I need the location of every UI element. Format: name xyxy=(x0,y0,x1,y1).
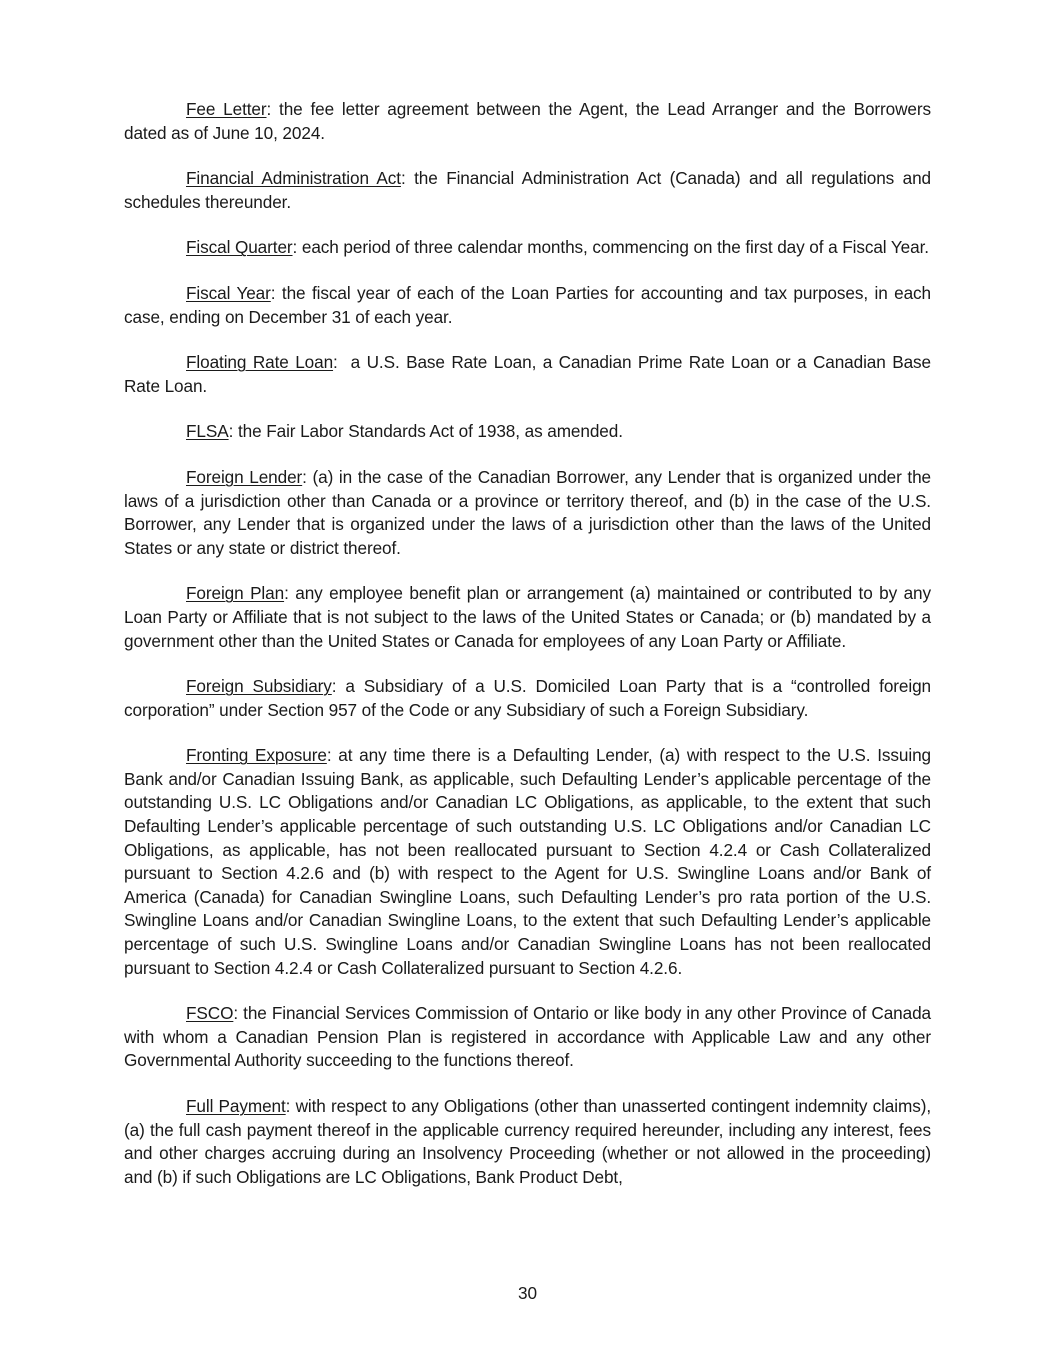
definition-text: the Fair Labor Standards Act of 1938, as amended. xyxy=(237,421,623,442)
term-fiscal-year: Fiscal Year xyxy=(186,282,271,303)
term-fsco: FSCO xyxy=(186,1003,234,1024)
definition-foreign-plan: Foreign Plan: any employee benefit plan or arrangement (a) maintained or contributed to by any Loan Party or Affiliate that is not subject to the laws of the United States or Canada; or (b) mandated by a government other than the United States or Canada for employees of any Loan Party or Affiliate. xyxy=(124,583,931,651)
definition-text: the Financial Services Commission of Ontario or like body in any other Province of Canada with whom a Canadian Pension Plan is registered in accordance with Applicable Law and any other Governmental Authority succeeding to the functions thereof. xyxy=(124,1003,931,1071)
definition-foreign-subsidiary: Foreign Subsidiary: a Subsidiary of a U.S. Domiciled Loan Party that is a “controlled foreign corporation” under Section 957 of the Code or any Subsidiary of such a Foreign Subsidiary. xyxy=(124,676,931,720)
term-flsa: FLSA xyxy=(186,421,229,442)
term-foreign-plan: Foreign Plan xyxy=(186,583,285,604)
definition-foreign-lender: Foreign Lender: (a) in the case of the Canadian Borrower, any Lender that is organized under the laws of a jurisdiction other than Canada or a province or territory thereof, and (b) in the case of the U.S. Borrower, any Lender that is organized under the laws of a jurisdiction other than the laws of the United States or any state or district thereof. xyxy=(124,466,931,558)
page-number: 30 xyxy=(517,1283,538,1303)
definition-financial-administration-act: Financial Administration Act: the Financial Administration Act (Canada) and all regulations and schedules thereunder. xyxy=(124,168,931,212)
definition-text: the Financial Administration Act (Canada) and all regulations and schedules thereunder. xyxy=(124,168,931,212)
term-fee-letter: Fee Letter xyxy=(186,99,267,119)
definition-fiscal-quarter: Fiscal Quarter: each period of three calendar months, commencing on the first day of a Fiscal Year. xyxy=(186,237,929,258)
definition-text: at any time there is a Defaulting Lender, (a) with respect to the U.S. Issuing Bank and/or Canadian Issuing Bank, as applicable, such Defaulting Lender’s applicable percentage of the outstanding U.S. LC Obligations and/or Canadian LC Obligations, as applicable, to the extent that such Defaulting Lender’s applicable percentage of such outstanding U.S. LC Obligations and/or Canadian LC Obligations, as applicable, has not been reallocated pursuant to Section 4.2.4 or Cash Collateralized pursuant to Section 4.2.6 and (b) with respect to the Agent for U.S. Swingline Loans and/or Bank of America (Canada) for Canadian Swingline Loans, such Defaulting Lender’s pro rata portion of the U.S. Swingline Loans and/or Canadian Swingline Loans, to the extent that such Defaulting Lender’s applicable percentage of such U.S. Swingline Loans and/or Canadian Swingline Loans has not been reallocated pursuant to Section 4.2.4 or Cash Collateralized pursuant to Section 4.2.6. xyxy=(124,745,931,978)
definition-fronting-exposure: Fronting Exposure: at any time there is a Defaulting Lender, (a) with respect to the U.S. Issuing Bank and/or Canadian Issuing Bank, as applicable, such Defaulting Lender’s applicable percentage of the outstanding U.S. LC Obligations and/or Canadian LC Obligations, as applicable, to the extent that such Defaulting Lender’s applicable percentage of such outstanding U.S. LC Obligations and/or Canadian LC Obligations, as applicable, has not been reallocated pursuant to Section 4.2.4 or Cash Collateralized pursuant to Section 4.2.6 and (b) with respect to the Agent for U.S. Swingline Loans and/or Bank of America (Canada) for Canadian Swingline Loans, such Defaulting Lender’s pro rata portion of the U.S. Swingline Loans and/or Canadian Swingline Loans, to the extent that such Defaulting Lender’s applicable percentage of such U.S. Swingline Loans and/or Canadian Swingline Loans has not been reallocated pursuant to Section 4.2.4 or Cash Collateralized pursuant to Section 4.2.6. xyxy=(124,745,931,978)
term-fiscal-quarter: Fiscal Quarter xyxy=(186,237,293,258)
definition-text: with respect to any Obligations (other than unasserted contingent indemnity claims), (a) the full cash payment thereof in the applicable currency required hereunder, including any interest, fees and other charges accruing during an Insolvency Proceeding (whether or not allowed in the proceeding) and (b) if such Obligations are LC Obligations, Bank Product Debt, xyxy=(124,1096,931,1187)
document-body xyxy=(124,98,931,1211)
definition-text: each period of three calendar months, commencing on the first day of a Fiscal Year. xyxy=(301,237,929,258)
definition-fee-letter: Fee Letter: the fee letter agreement between the Agent, the Lead Arranger and the Borrowers dated as of June 10, 2024. xyxy=(124,99,931,143)
term-floating-rate-loan: Floating Rate Loan xyxy=(186,352,334,373)
term-full-payment: Full Payment xyxy=(186,1096,286,1116)
definition-text: (a) in the case of the Canadian Borrower, any Lender that is organized under the laws of a jurisdiction other than Canada or a province or territory thereof, and (b) in the case of the U.S. Borrower, any Lender that is organized under the laws of a jurisdiction other than the laws of the United States or any state or district thereof. xyxy=(124,466,931,558)
definition-text: any employee benefit plan or arrangement (a) maintained or contributed to by any Loan Party or Affiliate that is not subject to the laws of the United States or Canada; or (b) mandated by a government other than the United States or Canada for employees of any Loan Party or Affiliate. xyxy=(124,583,931,651)
definition-fsco: FSCO: the Financial Services Commission of Ontario or like body in any other Province of Canada with whom a Canadian Pension Plan is registered in accordance with Applicable Law and any other Governmental Authority succeeding to the functions thereof. xyxy=(124,1003,931,1071)
definition-floating-rate-loan: Floating Rate Loan: a U.S. Base Rate Loan, a Canadian Prime Rate Loan or a Canadian Base Rate Loan. xyxy=(124,352,931,396)
term-foreign-subsidiary: Foreign Subsidiary xyxy=(186,676,332,697)
definition-flsa: FLSA: the Fair Labor Standards Act of 1938, as amended. xyxy=(186,421,623,442)
definition-fiscal-year: Fiscal Year: the fiscal year of each of the Loan Parties for accounting and tax purposes, in each case, ending on December 31 of each year. xyxy=(124,282,931,327)
definition-text: the fiscal year of each of the Loan Parties for accounting and tax purposes, in each case, ending on December 31 of each year. xyxy=(124,282,931,327)
definition-text: a U.S. Base Rate Loan, a Canadian Prime Rate Loan or a Canadian Base Rate Loan. xyxy=(124,352,931,396)
term-financial-administration-act: Financial Administration Act xyxy=(186,168,401,189)
definition-text: a Subsidiary of a U.S. Domiciled Loan Party that is a “controlled foreign corporation” under Section 957 of the Code or any Subsidiary of such a Foreign Subsidiary. xyxy=(124,676,931,720)
term-fronting-exposure: Fronting Exposure xyxy=(186,745,327,766)
definition-text: the fee letter agreement between the Agent, the Lead Arranger and the Borrowers dated as of June 10, 2024. xyxy=(124,99,931,143)
term-foreign-lender: Foreign Lender xyxy=(186,466,303,487)
definition-full-payment: Full Payment: with respect to any Obligations (other than unasserted contingent indemnity claims), (a) the full cash payment thereof in the applicable currency required hereunder, including any interest, fees and other charges accruing during an Insolvency Proceeding (whether or not allowed in the proceeding) and (b) if such Obligations are LC Obligations, Bank Product Debt, xyxy=(124,1096,931,1187)
